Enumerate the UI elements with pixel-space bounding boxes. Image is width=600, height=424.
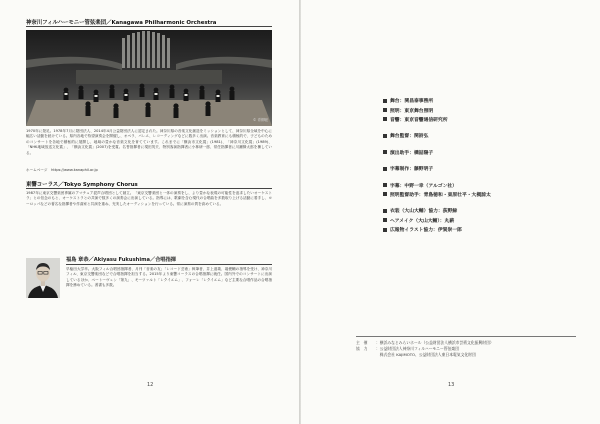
credit-item: [383, 105, 553, 114]
chorus-bio: 1987年に東京交響楽団専属のアマチュア混声合唱団として創立。「東京交響楽団と一体の演奏をし、より豊かな表現の可能性を追求したいオーケストラ」との信念のもと、オーケストラとの共演で数多くの演奏会に出演している。指導には、歌劇を含む現代の合唱曲を多数取り上げる活動に着手し、ヨーロッパなどの著名な指揮者や作曲家と共演を重ね、充実したオーディションを行っている。常に演奏の質を高めている。: [26, 191, 272, 206]
organizer-text: ：横浜みなとみらいホール（公益財団法人横浜市芸術文化振興財団）: [376, 340, 494, 345]
credit-text: 音響：東京音響通信研究所: [390, 117, 448, 123]
page-number-left: 12: [147, 382, 154, 388]
credit-item: [383, 216, 553, 225]
bullet-square-icon: [383, 150, 387, 154]
concert-hall-illustration: [26, 30, 272, 126]
credit-spacer: [383, 124, 553, 131]
bullet-square-icon: [383, 99, 387, 103]
organizer-label: 協 力: [356, 346, 368, 351]
orchestra-bio: 1970年に発足。1978年7月に財団法人、2014年4月公益財団法人に認定された。神奈川県の音楽文化創造をミッションとして、神奈川県全域を中心に幅広い活動を続けている。県内各地で待望演奏会を開催し、オペラ、バレエ、レコーディングなどに数多く出演。音楽教育にも積極的で、子どものためのコンサートを各地で積極的に展開し、地域の豊かな音楽文化を育てています。これまでに「横浜市文化賞」(1981)、「神奈川文化賞」(1989)、「NHK地域放送文化賞」、「横浜文化賞」(2007)を受賞。名誉指揮者に現田茂夫、特別客演指揮者に小林研一郎、常任指揮者に川瀬賢太郎を擁している。: [26, 129, 272, 155]
bullet-square-icon: [383, 134, 387, 138]
credit-text: 字幕制作：藤野明子: [390, 167, 434, 173]
organizer-row: [356, 352, 576, 358]
credit-item: [383, 96, 553, 105]
credit-text: 舞台：関昌泰事務所: [390, 99, 434, 105]
organizer-credits: [356, 340, 576, 358]
footer-rule: [356, 336, 576, 337]
conductor-name: 福島 章恭／Akiyasu Fukushima／合唱指揮: [66, 257, 176, 263]
credit-item: [383, 131, 553, 140]
portrait-image: [26, 258, 60, 298]
credit-text: 舞台監督：関詩弘: [390, 134, 429, 140]
right-page: [301, 0, 600, 424]
credit-item: [383, 180, 553, 189]
left-page: [0, 0, 299, 424]
page-number-right: 13: [448, 382, 455, 388]
conductor-bio: 早稲田大学卒。大阪フィル合唱団指揮者、月刊「音楽の友」「レコード芸術」執筆者、井上道義、堀俊輔の指導を受け、神奈川フィル、東京交響楽団などで合唱指揮を担当する。2015年より東響コーラスの合唱指揮に就任。国内外でのコンサートに出演しているほか、ベートーヴェン「第九」、モーツァルト「レクイエム」、フォーレ「レクイエム」など主要な合唱作品の合唱指揮を務めている。著書も多数。: [66, 267, 272, 288]
credit-spacer: [383, 141, 553, 148]
organizer-text: ：公益財団法人神奈川フィルハーモニー管弦楽団: [376, 346, 459, 351]
bullet-square-icon: [383, 209, 387, 213]
credit-text: ヘアメイク（大山大輔）：丸薪: [390, 218, 455, 224]
production-credits-list: [383, 96, 553, 234]
orchestra-photo: [26, 30, 272, 126]
title-rule: [26, 26, 272, 27]
chorus-rule: [26, 188, 272, 189]
credit-item: [383, 148, 553, 157]
credit-item: [383, 206, 553, 215]
bullet-square-icon: [383, 218, 387, 222]
conductor-rule: [66, 264, 272, 265]
credit-spacer: [383, 199, 553, 206]
credit-item: [383, 115, 553, 124]
bullet-square-icon: [383, 228, 387, 232]
credit-text: 衣装（大山大輔）協力：荻野緑: [390, 209, 458, 215]
organizer-label: 主 催: [356, 340, 368, 345]
credit-text: 字幕：中野一幸（アルゴン社）: [390, 183, 457, 189]
credit-text: 広報物イラスト協力：伊賀崇一郎: [390, 228, 462, 234]
organizer-text: 株式会社 KAJIMOTO、公益財団法人東日本電気文化財団: [376, 352, 476, 357]
homepage-label: ホームページ: [26, 168, 48, 172]
credit-spacer: [383, 173, 553, 180]
chorus-title: 東響コーラス／Tokyo Symphony Chorus: [26, 182, 138, 188]
credit-item: [383, 190, 553, 199]
bullet-square-icon: [383, 183, 387, 187]
credit-text: 照明監督助手：青島徳和・東原壮平・大槻諒太: [390, 192, 491, 198]
homepage-url[interactable]: https://www.kanaphil.or.jp: [51, 168, 98, 172]
organizer-label: [356, 352, 376, 358]
conductor-portrait: [26, 258, 60, 298]
orchestra-homepage: [26, 168, 272, 174]
credit-item: [383, 225, 553, 234]
credit-text: 演出助手：橋詰陽子: [390, 150, 434, 156]
credit-spacer: [383, 157, 553, 164]
credit-item: [383, 164, 553, 173]
bullet-square-icon: [383, 117, 387, 121]
bullet-square-icon: [383, 192, 387, 196]
bullet-square-icon: [383, 167, 387, 171]
photo-credit: © 青柳聡: [252, 118, 268, 122]
credit-text: 照明：東京舞台照明: [390, 108, 434, 114]
bullet-square-icon: [383, 108, 387, 112]
orchestra-title: 神奈川フィルハーモニー管弦楽団／Kanagawa Philharmonic Orchestra: [26, 20, 217, 26]
